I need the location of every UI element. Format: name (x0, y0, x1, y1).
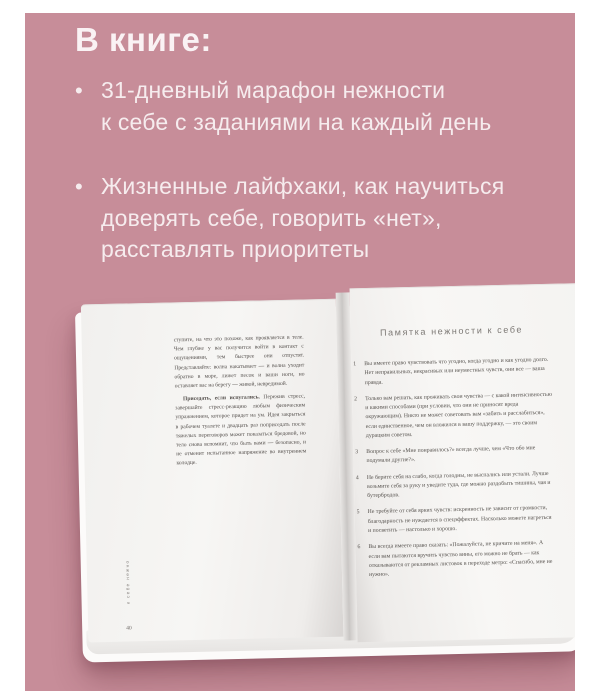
bullet-text (101, 171, 504, 266)
left-page-paragraph (175, 392, 307, 468)
book-left-page (81, 299, 344, 643)
promo-card (25, 13, 575, 691)
bullet-line: доверять себе, говорить «нет», (101, 204, 442, 231)
memo-item (356, 469, 555, 501)
memo-item-number: 4 (355, 474, 359, 481)
paragraph-body: Пережив стресс, завершайте стресс-реакцию любым физическим упражнением, которое придет на ум. Идея закрыться в рабочем туалете и двадцать раз поприседать после тяжелых переговоров может показаться бредовой, но тело снова вспомнит, что быть вами — безопасно, и не отменит испытанное напряжение во внутреннем колодце. (175, 393, 307, 467)
memo-item (354, 391, 553, 442)
memo-item-number: 2 (353, 396, 358, 403)
open-book-photo (51, 279, 575, 691)
memo-item (357, 539, 556, 581)
list-item (75, 75, 504, 138)
bullet-text (101, 75, 491, 138)
bullet-line: расставлять приоритеты (101, 236, 370, 262)
bullet-list (75, 75, 504, 299)
bullet-line: к себе с заданиями на каждый день (101, 108, 492, 135)
page-title: В книге: (75, 21, 212, 58)
memo-item-text: Вы имеете право чувствовать что угодно, когда угодно и как угодно долго. Нет неправильных, некрасивых или неуместных чувств, они все — ваша правда. (364, 356, 549, 386)
memo-item-text: Только вам решать, как проживать свои чувства — с какой интенсивностью и какими способами (при условии, что они не приносят вреда окружающим). Никто не может советовать вам «забить и расслабиться», если единственное, чем он вложился в вашу поддержку, — это своим дурацким советом. (364, 391, 552, 439)
memo-item (353, 356, 552, 388)
left-page-text (174, 333, 307, 468)
book-right-page (350, 283, 575, 642)
page-number: 40 (126, 625, 132, 632)
left-page-paragraph: ступите, на что это похоже, как проявляется в теле. Чем глубже у вас получится войти в контакт с ощущениями, тем быстрее они отпустят. Представляйте: волна накатывает — и волна уходит обратно в море, лижет песок и ваши ноги, но оставляет вас на берегу — живой, невредимой. (173, 334, 305, 390)
bullet-line: 31-дневный марафон нежности (101, 77, 446, 103)
memo-item-text: Вопрос к себе «Мне понравилось?» всегда лучше, чем «Что обо мне подумали другие?». (366, 445, 536, 465)
memo-item (355, 444, 553, 467)
memo-item-text: Вы всегда имеете право сказать: «Пожалуйста, не кричите на меня». А если вам пытаются вручить чувство вины, его можно не брать — как отказываются от рекламных листовок в переходе метро: «Спасибо, мне не нужно». (368, 540, 553, 579)
memo-item-number: 3 (355, 449, 359, 456)
memo-item (357, 504, 556, 536)
memo-list (353, 356, 556, 588)
list-item (75, 171, 504, 266)
bullet-icon: • (75, 78, 83, 103)
bullet-line: Жизненные лайфхаки, как научиться (101, 173, 505, 199)
paragraph-lead: Приседать, если испугались. (182, 394, 260, 403)
memo-item-text: Не берите себя на слабо, когда голодны, не выспались или устали. Лучше возьмите себя за руку и уведите туда, где можно раздобыть тишины, чая и бутербродов. (366, 470, 551, 500)
memo-item-text: Не требуйте от себя ярких чувств: искренность не зависит от громкости, благодарность не нуждается в спецэффектах. Насколько можете нагреться и посветить — настолько и хорошо. (367, 505, 552, 535)
memo-item-number: 5 (356, 509, 360, 516)
right-page-heading: Памятка нежности к себе (379, 324, 524, 338)
running-head: к себе нежно (124, 559, 131, 605)
memo-item-number: 6 (357, 544, 361, 551)
memo-item-number: 1 (353, 361, 357, 368)
bullet-icon: • (75, 174, 83, 199)
